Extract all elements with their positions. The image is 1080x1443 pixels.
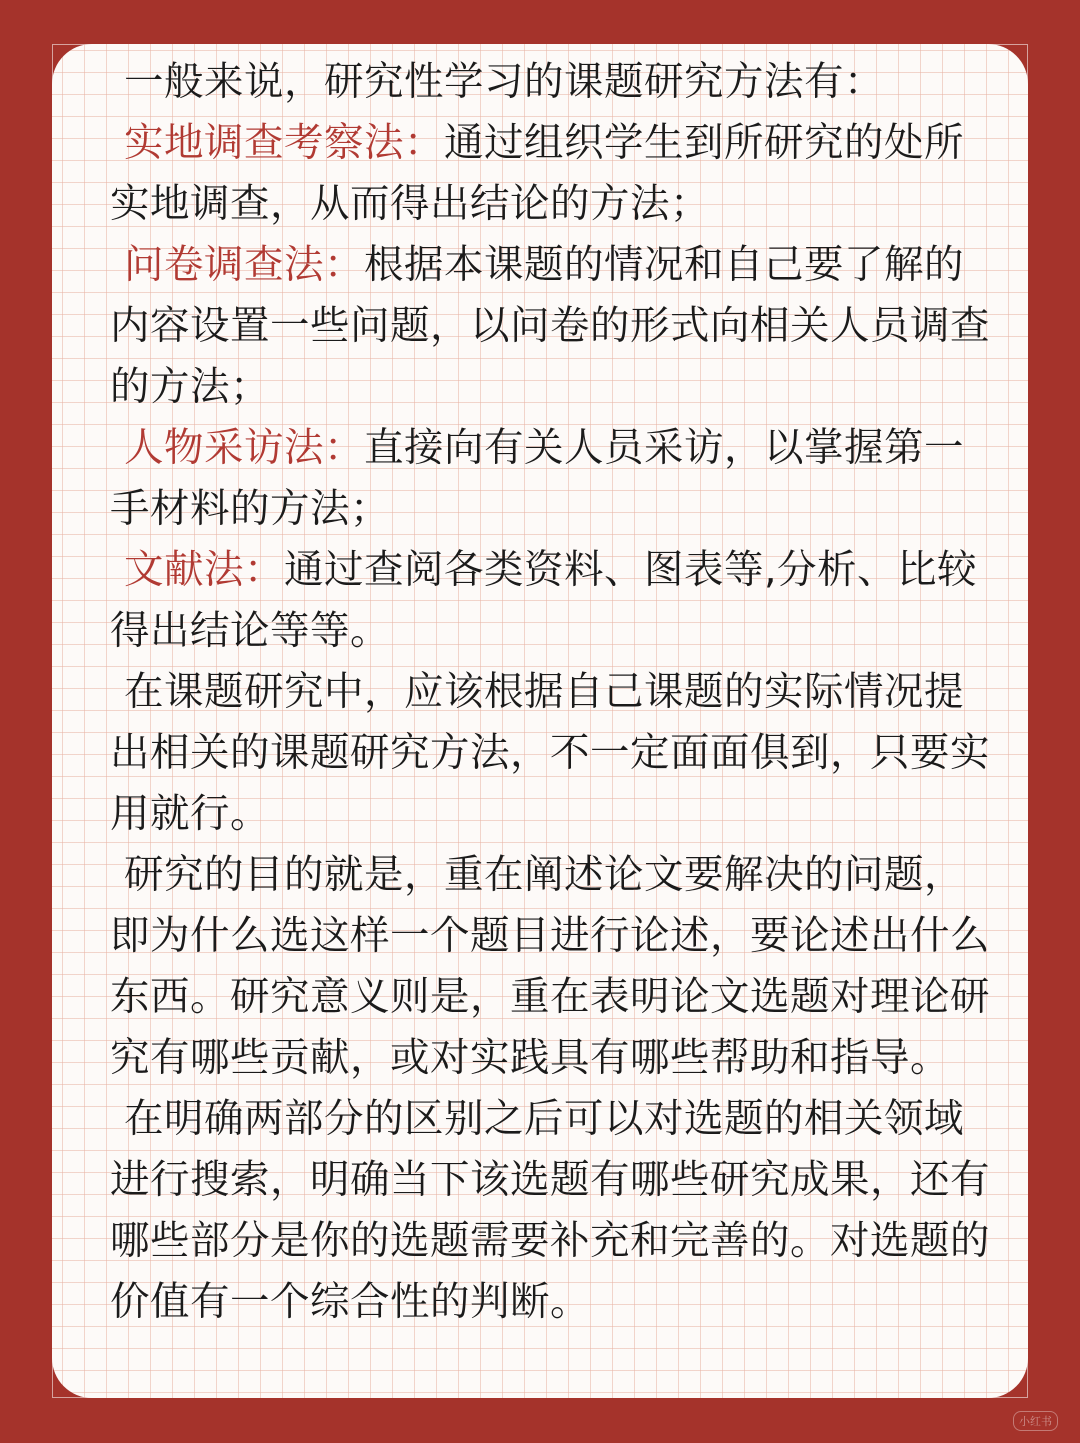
method-description: 直接向有关人员采访，以掌握第一手材料的方法；	[110, 425, 964, 532]
method-term: 文献法：	[124, 547, 284, 593]
method-term: 实地调查考察法：	[124, 120, 444, 166]
method-item	[110, 540, 995, 662]
method-item	[110, 235, 995, 418]
method-term: 人物采访法：	[124, 425, 364, 471]
method-item	[110, 113, 995, 235]
body-paragraph: 在课题研究中，应该根据自己课题的实际情况提出相关的课题研究方法，不一定面面俱到，只要实用就行。	[110, 669, 990, 837]
method-description: 通过组织学生到所研究的处所实地调查，从而得出结论的方法；	[110, 120, 964, 227]
method-term: 问卷调查法：	[124, 242, 364, 288]
body-paragraph: 在明确两部分的区别之后可以对选题的相关领域进行搜索，明确当下该选题有哪些研究成果，还有哪些部分是你的选题需要补充和完善的。对选题的价值有一个综合性的判断。	[110, 1096, 990, 1325]
grid-paper-card	[52, 44, 1028, 1398]
body-paragraph: 研究的目的就是，重在阐述论文要解决的问题，即为什么选这样一个题目进行论述，要论述出什么东西。研究意义则是，重在表明论文选题对理论研究有哪些贡献，或对实践具有哪些帮助和指导。	[110, 852, 990, 1081]
article-body	[110, 52, 995, 1333]
intro-paragraph	[110, 52, 995, 113]
method-description: 通过查阅各类资料、图表等,分析、比较得出结论等等。	[110, 547, 978, 654]
intro-text: 一般来说，研究性学习的课题研究方法有：	[124, 59, 884, 105]
watermark-logo: 小红书	[1013, 1411, 1058, 1431]
method-item	[110, 418, 995, 540]
method-description: 根据本课题的情况和自己要了解的内容设置一些问题，以问卷的形式向相关人员调查的方法；	[110, 242, 990, 410]
